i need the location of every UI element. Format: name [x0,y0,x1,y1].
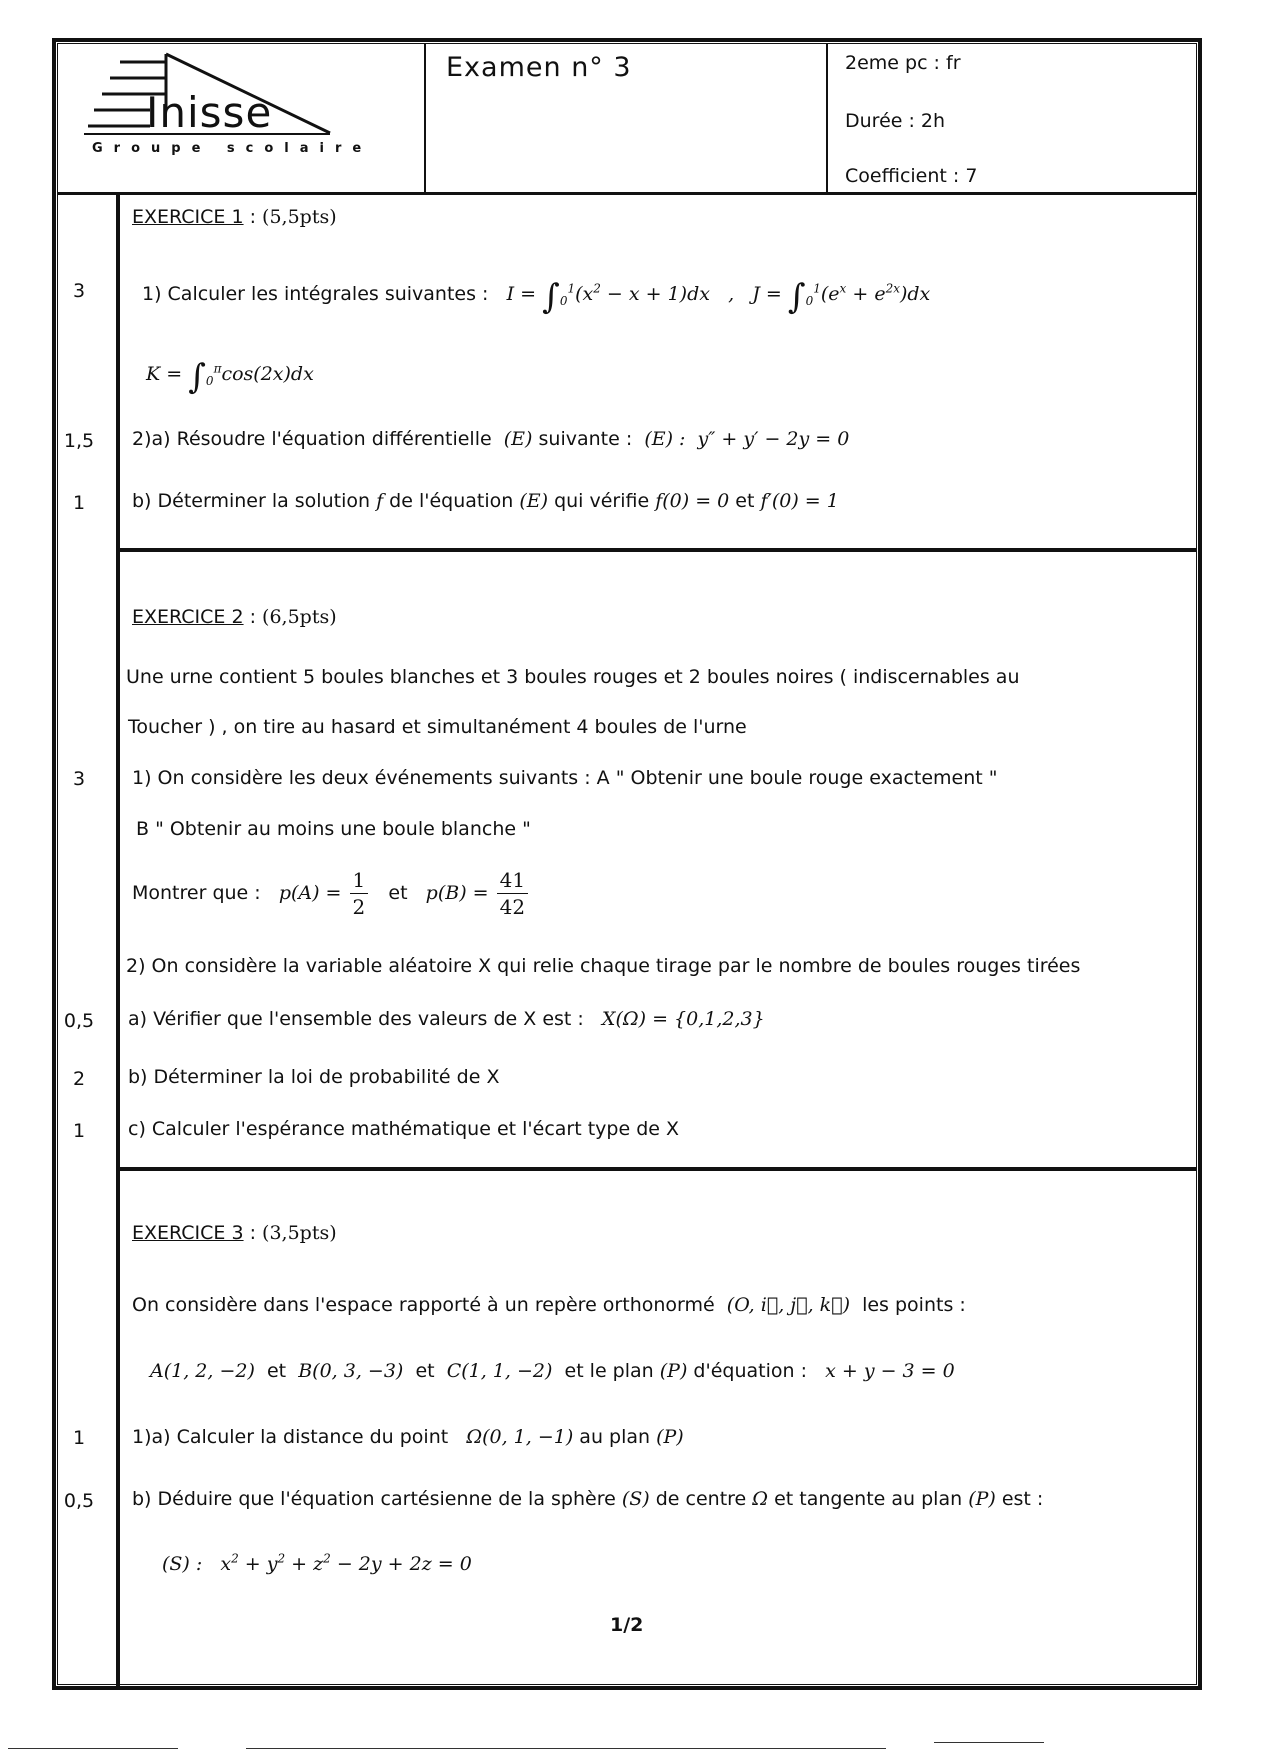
header-bottom-line [57,192,1197,195]
ex2-q1-event-b: B " Obtenir au moins une boule blanche " [136,818,531,840]
ex1-q1-points: 3 [72,280,86,302]
ex1-q2a-text: 2)a) Résoudre l'équation différentielle [132,428,492,450]
exercise1-title: EXERCICE 1 [132,206,244,228]
ex1-q2b-text4: et [735,490,755,512]
ex3-equation-text: d'équation : [693,1360,807,1382]
integral-i: $I = \int_0^1(x^2 - x + 1)dx$ , $J = \int_0^1(e^x + e^{2x})dx$ [494,277,931,317]
ex2-q2b: b) Déterminer la loi de probabilité de X [128,1066,500,1088]
exercise2-points: (6,5pts) [262,606,337,628]
exercise3-heading: EXERCICE 3 : (3,5pts) [132,1222,337,1244]
ex1-q2a-points: 1,5 [63,430,95,452]
logo-name: Inisse [146,88,273,137]
ex2-q2c-points: 1 [72,1120,86,1142]
ex3-and-1: et [266,1360,287,1382]
ex3-sphere-equation: (S) : $x^2 + y^2 + z^2 - 2y + 2z = 0$ [162,1552,472,1576]
scan-line-3 [934,1742,1044,1743]
ex1-integral-k: $K = \int_0^\pi\cos(2x)dx$ [146,357,314,397]
ex3-points-line: A(1, 2, −2) et B(0, 3, −3) et C(1, 1, −2) et le plan (P) d'équation : x + y − 3 = 0 [150,1360,955,1382]
ex2-q2a: a) Vérifier que l'ensemble des valeurs de X est : X(Ω) = {0,1,2,3} [128,1008,765,1030]
exercise2-title: EXERCICE 2 [132,606,244,628]
exercise2-separator [118,1167,1197,1171]
ex3-q1a-end: au plan [579,1426,651,1448]
ex3-q1a: 1)a) Calculer la distance du point Ω(0, 1, −1) au plan (P) [132,1426,684,1448]
ex1-q2a-text2: suivante : [538,428,633,450]
ex2-q1: 1) On considère les deux événements suivants : A " Obtenir une boule rouge exactement " [132,767,998,789]
exercise1-points: (5,5pts) [262,206,337,228]
ex1-q2b-text3: qui vérifie [554,490,650,512]
ex2-q1-show-text: Montrer que : [132,882,261,904]
ex1-q2b: b) Déterminer la solution f de l'équation (E) qui vérifie f(0) = 0 et f′(0) = 1 [132,490,839,512]
points-column-line [116,193,120,1686]
exercise1-separator [118,548,1197,552]
ex1-q2b-text: b) Déterminer la solution [132,490,371,512]
ex3-q1a-text: 1)a) Calculer la distance du point [132,1426,449,1448]
class-label: 2eme pc : fr [845,52,961,74]
exercise3-title: EXERCICE 3 [132,1222,244,1244]
scan-line-2 [246,1748,886,1749]
ex1-q1 [142,277,930,317]
ex2-q1-and: et [388,882,408,904]
ex2-q1-show: Montrer que : p(A) = $\frac{1}{2}$ et p(B) = $\frac{41}{42}$ [132,870,530,917]
logo-subtitle: Groupe scolaire [92,141,373,156]
ex2-q1-points: 3 [72,768,86,790]
exercise1-heading: EXERCICE 1 : (5,5pts) [132,206,337,228]
ex3-intro-end: les points : [862,1294,966,1316]
duration-label: Durée : 2h [845,110,946,132]
exam-title: Examen n° 3 [446,52,632,83]
coefficient-label: Coefficient : 7 [845,165,978,187]
ex3-q1b-points: 0,5 [63,1490,95,1512]
ex1-q2b-text2: de l'équation [389,490,514,512]
ex3-q1a-points: 1 [72,1427,86,1449]
ex2-q2: 2) On considère la variable aléatoire X qui relie chaque tirage par le nombre de boules rouges tirées [126,955,1081,977]
ex1-q1-text: 1) Calculer les intégrales suivantes : [142,283,489,305]
ex2-q2b-points: 2 [72,1068,86,1090]
header-divider-1 [424,43,426,193]
ex2-q2a-text: a) Vérifier que l'ensemble des valeurs de X est : [128,1008,584,1030]
ex2-intro-line2: Toucher ) , on tire au hasard et simultanément 4 boules de l'urne [128,716,747,738]
ex2-q2a-points: 0,5 [63,1010,95,1032]
ex1-q2b-points: 1 [72,492,86,514]
ex3-q1b-mid: de centre [655,1488,747,1510]
exercise3-points: (3,5pts) [262,1222,337,1244]
ex3-q1b-end: et tangente au plan [774,1488,963,1510]
page-number: 1/2 [610,1614,644,1636]
ex2-q2c: c) Calculer l'espérance mathématique et l'écart type de X [128,1118,679,1140]
ex3-plane-text: et le plan [564,1360,654,1382]
ex3-q1b: b) Déduire que l'équation cartésienne de la sphère (S) de centre Ω et tangente au plan (P) est : [132,1488,1044,1510]
ex3-q1b-est: est : [1001,1488,1044,1510]
ex3-q1b-text: b) Déduire que l'équation cartésienne de la sphère [132,1488,616,1510]
ex3-intro: On considère dans l'espace rapporté à un repère orthonormé (O, i⃗, j⃗, k⃗) les points : [132,1294,966,1316]
scan-line-1 [8,1748,178,1749]
exercise2-heading: EXERCICE 2 : (6,5pts) [132,606,337,628]
ex1-q2a: 2)a) Résoudre l'équation différentielle (E) suivante : (E) : y″ + y′ − 2y = 0 [132,428,850,450]
ex2-intro-line1: Une urne contient 5 boules blanches et 3 boules rouges et 2 boules noires ( indiscernables au [126,666,1020,688]
ex3-intro-text: On considère dans l'espace rapporté à un repère orthonormé [132,1294,715,1316]
ex3-and-2: et [415,1360,435,1382]
header-divider-2 [826,43,828,193]
